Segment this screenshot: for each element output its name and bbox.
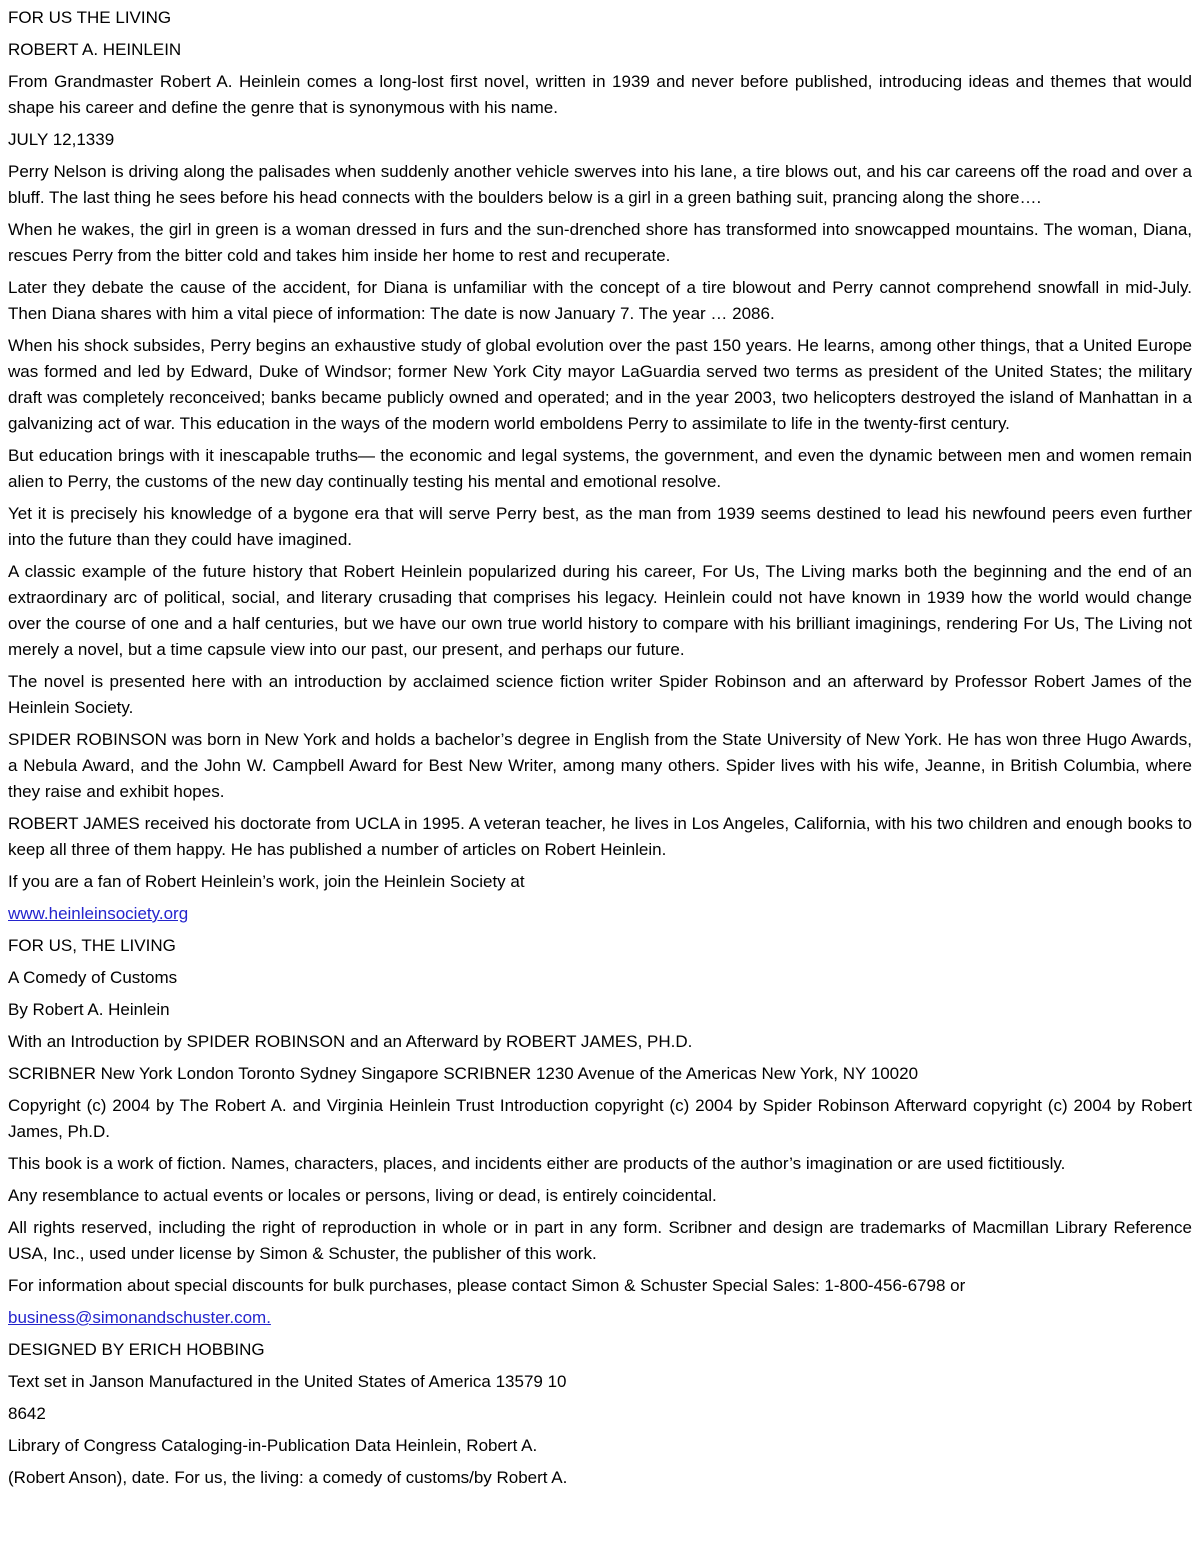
rights-reserved-line: All rights reserved, including the right of reproduction in whole or in part in any form. Scribner and design are trademarks of Macmillan Library Reference USA, Inc., used under license by Simon & Schuster, the publisher of this work. (8, 1218, 1192, 1263)
fiction-disclaimer: This book is a work of fiction. Names, characters, places, and incidents either are products of the author’s imagination or are used fictitiously. (8, 1154, 1066, 1173)
paragraph-robert-james-bio: ROBERT JAMES received his doctorate from UCLA in 1995. A veteran teacher, he lives in Los Angeles, California, with his two children and enough books to keep all three of them happy. He has published a number of articles on Robert Heinlein. (8, 814, 1192, 859)
loc-cataloging-line: Library of Congress Cataloging-in-Publication Data Heinlein, Robert A. (8, 1436, 538, 1455)
introduction-credit-line: With an Introduction by SPIDER ROBINSON and an Afterward by ROBERT JAMES, PH.D. (8, 1032, 693, 1051)
copyright-line: Copyright (c) 2004 by The Robert A. and Virginia Heinlein Trust Introduction copyright (c) 2004 by Spider Robinson Afterward copyright (c) 2004 by Robert James, Ph.D. (8, 1096, 1192, 1141)
paragraph-introduction-note: The novel is presented here with an introduction by acclaimed science fiction writer Spider Robinson and an afterward by Professor Robert James of the Heinlein Society. (8, 672, 1192, 717)
paragraph-study-of-evolution: When his shock subsides, Perry begins an exhaustive study of global evolution over the past 150 years. He learns, among other things, that a United Europe was formed and led by Edward, Duke of Windsor; former New York City mayor LaGuardia served two terms as president of the United States; the military draft was completely reconceived; banks became publicly owned and operated; and in the year 2003, two helicopters destroyed the island of Manhattan in a galvanizing act of war. This education in the ways of the modern world emboldens Perry to assimilate to life in the twenty-first century. (8, 336, 1192, 433)
byline: By Robert A. Heinlein (8, 1000, 170, 1019)
paragraph-education-truths: But education brings with it inescapable truths— the economic and legal systems, the government, and even the dynamic between men and women remain alien to Perry, the customs of the new day continually testing his mental and emotional resolve. (8, 446, 1192, 491)
heinlein-society-link[interactable]: www.heinleinsociety.org (8, 904, 189, 923)
resemblance-disclaimer: Any resemblance to actual events or locales or persons, living or dead, is entirely coincidental. (8, 1186, 717, 1205)
loc-cataloging-line-2: (Robert Anson), date. For us, the living: a comedy of customs/by Robert A. (8, 1468, 568, 1487)
special-sales-line: For information about special discounts for bulk purchases, please contact Simon & Schuster Special Sales: 1-800-456-6798 or (8, 1276, 966, 1295)
book-title-line: FOR US THE LIVING (8, 8, 172, 27)
paragraph-debate: Later they debate the cause of the accident, for Diana is unfamiliar with the concept of a tire blowout and Perry cannot comprehend snowfall in mid-July. Then Diana shares with him a vital piece of information: The date is now January 7. The year … 2086. (8, 278, 1192, 323)
paragraph-awakening: When he wakes, the girl in green is a woman dressed in furs and the sun-drenched shore has transformed into snowcapped mountains. The woman, Diana, rescues Perry from the bitter cold and takes him inside her home to rest and recuperate. (8, 220, 1192, 265)
business-email-link[interactable]: business@simonandschuster.com. (8, 1308, 271, 1327)
author-line: ROBERT A. HEINLEIN (8, 40, 182, 59)
paragraph-spider-robinson-bio: SPIDER ROBINSON was born in New York and holds a bachelor’s degree in English from the State University of New York. He has won three Hugo Awards, a Nebula Award, and the John W. Campbell Award for Best New Writer, among many others. Spider lives with his wife, Jeanne, in British Columbia, where they raise and exhibit hopes. (8, 730, 1192, 801)
designer-credit-line: DESIGNED BY ERICH HOBBING (8, 1340, 265, 1359)
date-heading: JULY 12,1339 (8, 130, 115, 149)
subtitle-line: A Comedy of Customs (8, 968, 178, 987)
paragraph-knowledge-of-bygone-era: Yet it is precisely his knowledge of a bygone era that will serve Perry best, as the man from 1939 seems destined to lead his newfound peers even further into the future than they could have imagined. (8, 504, 1192, 549)
paragraph-society-invite: If you are a fan of Robert Heinlein’s work, join the Heinlein Society at (8, 872, 525, 891)
publisher-line: SCRIBNER New York London Toronto Sydney Singapore SCRIBNER 1230 Avenue of the Americas New York, NY 10020 (8, 1064, 919, 1083)
print-run-numbers: 8642 (8, 1404, 46, 1423)
business-email-link-line (8, 1305, 1192, 1331)
heinlein-society-link-line (8, 901, 1192, 927)
title-page-title: FOR US, THE LIVING (8, 936, 176, 955)
paragraph-future-history: A classic example of the future history that Robert Heinlein popularized during his career, For Us, The Living marks both the beginning and the end of an extraordinary arc of political, social, and literary crusading that comprises his legacy. Heinlein could not have known in 1939 how the world would change over the course of one and a half centuries, but we have our own true world history to compare with his brilliant imaginings, rendering For Us, The Living not merely a novel, but a time capsule view into our past, our present, and perhaps our future. (8, 562, 1192, 659)
paragraph-synopsis-intro: From Grandmaster Robert A. Heinlein comes a long-lost first novel, written in 1939 and never before published, introducing ideas and themes that would shape his career and define the genre that is synonymous with his name. (8, 72, 1192, 117)
paragraph-accident: Perry Nelson is driving along the palisades when suddenly another vehicle swerves into his lane, a tire blows out, and his car careens off the road and over a bluff. The last thing he sees before his head connects with the boulders below is a girl in a green bathing suit, prancing along the shore…. (8, 162, 1192, 207)
typeset-line: Text set in Janson Manufactured in the United States of America 13579 10 (8, 1372, 567, 1391)
